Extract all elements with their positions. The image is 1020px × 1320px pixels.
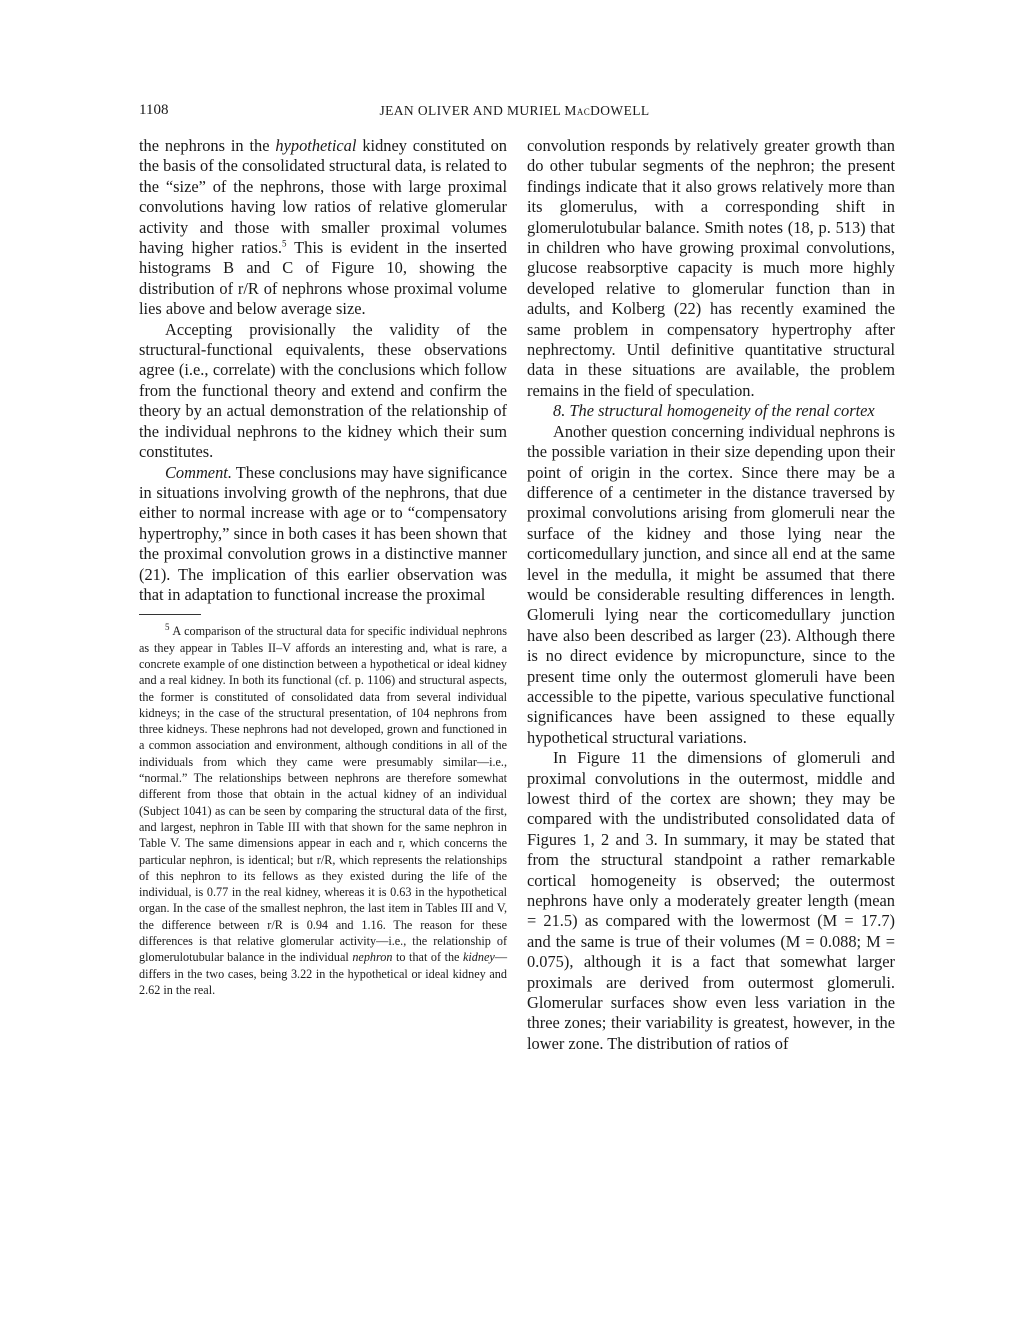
running-head: JEAN OLIVER AND MURIEL MacDOWELL <box>379 103 650 118</box>
paragraph: Another question concerning individual nephrons is the possible variation in their size depending upon their point of origin in the cortex. Since there may be a difference of a centimeter in the distance traversed by proximal convolutions arising from glomeruli near the surface of the kidney and those lying near the corticomedullary junction, and since all end at the same level in the medulla, it might be assumed that there would be considerable resulting differences in length. Glomeruli lying near the corticomedullary junction have also been described as larger (23). Although there is no direct evidence by micropuncture, since to the present time only the outermost glomeruli have been accessible to the pipette, various speculative functional significances have been assigned to these equally hypothetical structural variations. <box>527 421 895 747</box>
paragraph: Comment. These conclusions may have significance in situations involving growth of the nephrons, that due either to normal increase with age or to “compensatory hypertrophy,” since in both cases it has been shown that the proximal convolution grows in a distinctive manner (21). The implication of this earlier observation was that in adaptation to functional increase the proximal <box>139 462 508 604</box>
footnote-marker: 5 <box>281 238 287 249</box>
paragraph: the nephrons in the hypothetical kidney constituted on the basis of the consolidated structural data, is related to the “size” of the nephrons, those with large proximal convolutions having low ratios of relative glomerular activity and those with smaller proximal volumes having higher ratios.$^5$ This is evident in the inserted histograms B and C of Figure 10, showing the distribution of r/R of nephrons whose proximal volume lies above and below average size. <box>139 136 507 319</box>
page-header <box>139 100 890 124</box>
right-column <box>527 136 895 1054</box>
page-number: 1108 <box>139 102 169 118</box>
paragraph: In Figure 11 the dimensions of glomeruli and proximal convolutions in the outermost, middle and lowest third of the cortex are shown; they may be compared with the undistributed consolidated data of Figures 1, 2 and 3. In summary, it may be stated that from the structural standpoint a rather remarkable cortical homogeneity is observed; the outermost nephrons have only a moderately greater length (mean = 21.5) as compared with the lowermost (M = 17.7) and the same is true of their volumes (M = 0.088; M = 0.075), although it is a fact that somewhat larger proximals are derived from outermost glomeruli. Glomerular surfaces show even less variation in the three zones; their variability is greatest, however, in the lower zone. The distribution of ratios of <box>527 748 895 1053</box>
footnote-rule <box>139 614 201 615</box>
paragraph: Accepting provisionally the validity of the structural-functional equivalents, these observations agree (i.e., correlate) with the conclusions which follow from the functional theory and extend and confirm the theory by an actual demonstration of the relationship of the individual nephrons to the kidney which their sum constitutes. <box>139 319 507 462</box>
left-column <box>139 136 507 998</box>
section-title: 8. The structural homogeneity of the renal cortex <box>553 401 875 421</box>
footnote: $^5$ A comparison of the structural data for specific individual nephrons as they appear in Tables II–V affords an interesting and, what is rare, a concrete example of one distinction between a hypothetical or ideal kidney and a real kidney. In both its functional (cf. p. 1106) and structural aspects, the former is constituted of consolidated data from several individual kidneys; in the case of the structural presentation, of 104 nephrons from three kidneys. These nephrons had not developed, grown and functioned in a common association and environment, although conditions in all of the individuals from which they came were presumably similar—i.e., “normal.” The relationships between nephrons are therefore somewhat different from those that obtain in the actual kidney of an individual (Subject 1041) as can be seen by comparing the structural data of the first, and largest, nephron in Table III with that shown for the same nephron in Table V. The same dimensions appear in each and r, which concerns the particular nephron, is identical; but r/R, which represents the relationships of this nephron to its fellows as they existed during the life of the individual, is 0.77 in the real kidney, whereas it is 0.63 in the hypothetical organ. In the case of the smallest nephron, the last item in Tables III and V, the difference between r/R is 0.94 and 1.16. The reason for these differences is that relative glomerular activity—i.e., the relationship of glomerulotubular balance in the individual nephron to that of the kidney—differs in the two cases, being 3.22 in the hypothetical or ideal kidney and 2.62 in the real. <box>139 622 507 997</box>
paragraph: convolution responds by relatively greater growth than do other tubular segments of the nephron; the present findings indicate that it also grows relatively more than its glomerulus, with a corresponding shift in glomerulotubular balance. Smith notes (18, p. 513) that in children who have growing proximal convolutions, glucose reabsorptive capacity is much more highly developed relative to glomerular function than in adults, and Kolberg (22) has recently examined the same problem in compensatory hypertrophy after nephrectomy. Until definitive quantitative structural data in these situations are available, the problem remains in the field of speculation. <box>527 136 895 400</box>
